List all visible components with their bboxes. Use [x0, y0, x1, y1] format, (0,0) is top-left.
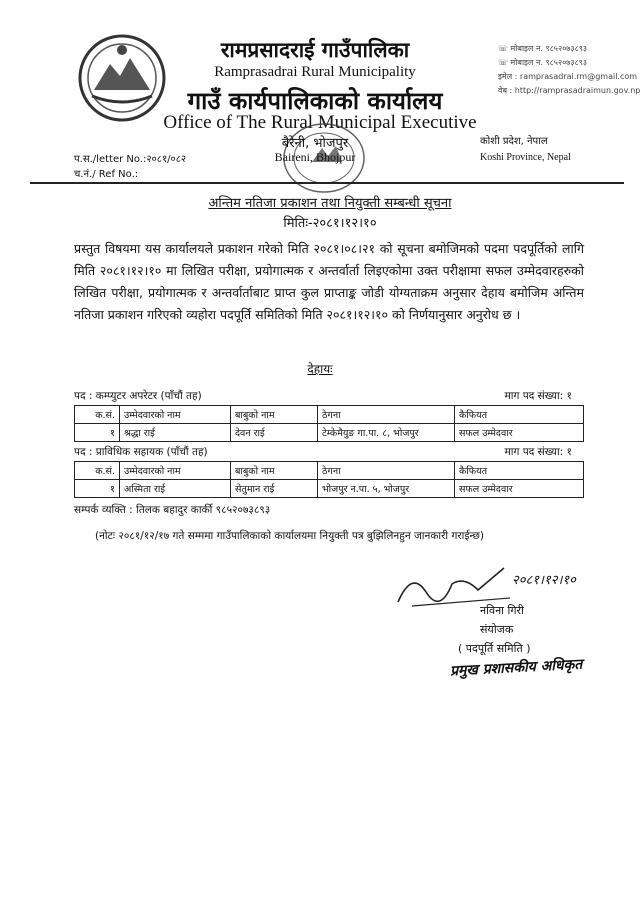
office-name-np: गाउँ कार्यपालिकाको कार्यालय [187, 87, 443, 115]
contact-person: सम्पर्क व्यक्ति : तिलक बहादुर कार्की ९८५२०७३८९३ [74, 504, 271, 516]
contact-block [498, 42, 641, 98]
header-cell: क.सं. [75, 462, 120, 480]
candidate-table [74, 461, 584, 498]
table-cell: अस्मिता राई [120, 480, 231, 498]
dehay-heading: देहायः [307, 362, 333, 376]
header-cell: क.सं. [75, 406, 120, 424]
table-cell: १ [75, 424, 120, 442]
header-cell: ठेगना [318, 406, 455, 424]
post-heading [74, 445, 584, 459]
candidate-table [74, 405, 584, 442]
reference-number: च.नं./ Ref No.: [74, 169, 139, 180]
notice-date: मितिः-२०८१।१२।१० [283, 216, 377, 231]
contact-line: ☏ मोबाइल न. ९८५२०७३८९३ [498, 44, 588, 53]
contact-line: ☏ मोबाइल न. ९८५२०७३८९३ [498, 58, 588, 67]
table-header-row [75, 462, 584, 480]
office-name-en: Office of The Rural Municipal Executive [163, 112, 477, 133]
table-cell: सफल उम्मेदवार [455, 480, 584, 498]
header-cell: बाबुको नाम [231, 406, 318, 424]
header-cell: कैफियत [455, 462, 584, 480]
post-title: पद : कम्प्युटर अपरेटर (पाँचौं तह) [74, 390, 202, 402]
post-heading [74, 389, 584, 403]
signatory-name: नविना गिरी [480, 604, 524, 617]
table-row [75, 480, 584, 498]
reference-block [74, 152, 186, 182]
province-en: Koshi Province, Nepal [480, 152, 571, 163]
header-divider [30, 182, 624, 184]
table-header-row [75, 406, 584, 424]
contact-line: इमेल : ramprasadrai.rm@gmail.com [498, 72, 638, 81]
municipality-logo-icon [74, 30, 170, 126]
signatory-role: संयोजक [480, 623, 514, 636]
address-en: Baireni, Bhojpur [274, 150, 356, 164]
table-cell: देवन राई [231, 424, 318, 442]
notice-body: प्रस्तुत विषयमा यस कार्यालयले प्रकाशन गरेको मिति २०८१।०८।२१ को सूचना बमोजिमको पदमा पदपूर्तिको लागि मिति २०८१।१२।१० मा लिखित परीक्षा, प्रयोगात्मक र अन्तर्वार्ता लिइएकोमा उक्त परीक्षामा सफल उम्मेदवारहरुको लिखित परीक्षा, प्रयोगात्मक र अन्तर्वार्ताबाट प्राप्त कुल प्राप्ताङ्क जोडी योग्यताक्रम अनुसार देहाय बमोजिम अन्तिम नतिजा प्रकाशन गरिएको व्यहोरा पदपूर्ति समितिको मिति २०८१।१२।१० को निर्णयानुसार अनुरोध छ । [74, 241, 584, 322]
header-cell: ठेगना [318, 462, 455, 480]
post-title: पद : प्राविधिक सहायक (पाँचौं तह) [74, 446, 208, 458]
letter-number: प.स./letter No.:२०८१/०८२ [74, 154, 187, 165]
post-demand: माग पद संख्या: १ [504, 446, 572, 458]
table-cell: श्रद्धा राई [120, 424, 231, 442]
header-cell: उम्मेदवारको नाम [120, 406, 231, 424]
org-name-np: रामप्रसादराई गाउँपालिका [220, 38, 410, 62]
official-stamp: प्रमुख प्रशासकीय अधिकृत [449, 656, 583, 680]
table-cell: १ [75, 480, 120, 498]
address-np: बैरेनी, भोजपुर [281, 136, 349, 151]
signature-date: २०८१।१२।१० [512, 573, 576, 588]
table-cell: सफल उम्मेदवार [455, 424, 584, 442]
table-row [75, 424, 584, 442]
appointment-note: (नोटः २०८१/१२/१७ गते सम्ममा गाउँपालिकाको कार्यालयमा नियुक्ती पत्र बुझिलिनहुन जानकारी गराईन्छ) [95, 530, 485, 542]
header-cell: बाबुको नाम [231, 462, 318, 480]
header-cell: उम्मेदवारको नाम [120, 462, 231, 480]
province-np: कोशी प्रदेश, नेपाल [480, 136, 548, 147]
contact-line: वेब : http://ramprasadraimun.gov.np [498, 86, 641, 95]
notice-title: अन्तिम नतिजा प्रकाशन तथा नियुक्ती सम्बन्धी सूचना [208, 196, 452, 211]
table-cell: सेतुमान राई [231, 480, 318, 498]
header-cell: कैफियत [455, 406, 584, 424]
table-cell: टेम्केमैयुङ गा.पा. ८, भोजपुर [318, 424, 455, 442]
org-name-en: Ramprasadrai Rural Municipality [214, 64, 416, 80]
signatory-committee: ( पदपूर्ति समिति ) [458, 642, 531, 655]
table-cell: भोजपुर न.पा. ५, भोजपुर [318, 480, 455, 498]
post-demand: माग पद संख्या: १ [504, 390, 572, 402]
